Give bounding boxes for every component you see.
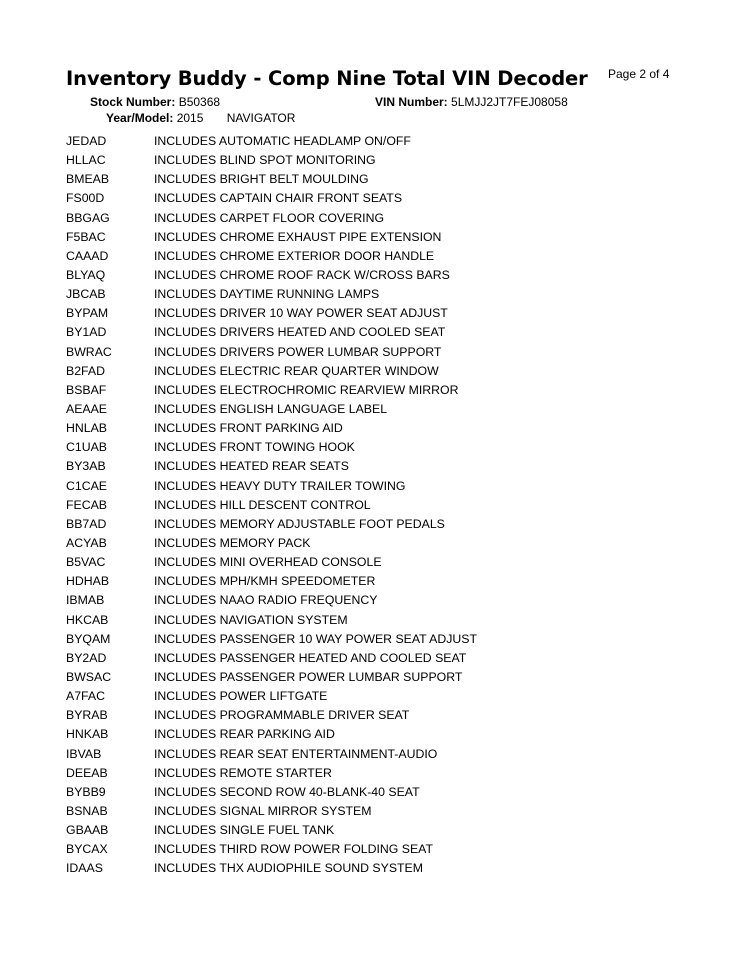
option-description: INCLUDES BLIND SPOT MONITORING (154, 153, 376, 168)
option-row (66, 725, 706, 744)
option-description: INCLUDES THIRD ROW POWER FOLDING SEAT (154, 842, 433, 857)
option-code: BY1AD (66, 325, 107, 340)
option-description: INCLUDES PASSENGER HEATED AND COOLED SEAT (154, 650, 467, 665)
option-description: INCLUDES CARPET FLOOR COVERING (154, 210, 385, 225)
option-description: INCLUDES DAYTIME RUNNING LAMPS (154, 287, 380, 302)
option-code: JBCAB (66, 287, 106, 302)
option-description: INCLUDES ENGLISH LANGUAGE LABEL (154, 401, 388, 416)
option-code: BBGAG (66, 210, 110, 225)
option-code: IDAAS (66, 861, 103, 876)
option-description: INCLUDES PROGRAMMABLE DRIVER SEAT (154, 708, 410, 723)
option-code: BYRAB (66, 708, 108, 723)
option-row (66, 764, 706, 783)
option-row (66, 859, 706, 878)
option-code: BWRAC (66, 344, 112, 359)
option-code: IBVAB (66, 746, 102, 761)
option-description: INCLUDES NAVIGATION SYSTEM (154, 612, 348, 627)
stock-number-value: B50368 (178, 95, 221, 109)
option-code: B5VAC (66, 555, 106, 570)
option-description: INCLUDES HEATED REAR SEATS (154, 459, 349, 474)
option-description: INCLUDES CHROME EXTERIOR DOOR HANDLE (154, 248, 435, 263)
option-code: BB7AD (66, 516, 107, 531)
option-row (66, 343, 706, 362)
option-description: INCLUDES CAPTAIN CHAIR FRONT SEATS (154, 191, 403, 206)
option-code: BYQAM (66, 631, 111, 646)
option-code: BYBB9 (66, 784, 106, 799)
option-code: AEAAE (66, 401, 108, 416)
option-description: INCLUDES CHROME ROOF RACK W/CROSS BARS (154, 267, 450, 282)
option-row (66, 649, 706, 668)
option-code: BY3AB (66, 459, 106, 474)
option-row (66, 400, 706, 419)
option-row (66, 247, 706, 266)
option-code: A7FAC (66, 689, 105, 704)
option-row (66, 687, 706, 706)
option-description: INCLUDES REAR PARKING AID (154, 727, 335, 742)
year-model-field (106, 111, 295, 125)
option-row (66, 362, 706, 381)
option-code: BSBAF (66, 382, 107, 397)
option-row (66, 783, 706, 802)
option-row (66, 591, 706, 610)
option-description: INCLUDES SIGNAL MIRROR SYSTEM (154, 803, 372, 818)
option-description: INCLUDES POWER LIFTGATE (154, 689, 328, 704)
option-code: HDHAB (66, 574, 110, 589)
option-row (66, 151, 706, 170)
option-code: BYPAM (66, 306, 109, 321)
stock-number-label: Stock Number: (90, 95, 176, 109)
option-row (66, 209, 706, 228)
option-row (66, 496, 706, 515)
option-description: INCLUDES MEMORY ADJUSTABLE FOOT PEDALS (154, 516, 445, 531)
option-code: HKCAB (66, 612, 109, 627)
model-value: NAVIGATOR (226, 111, 296, 125)
vin-number-field (375, 95, 568, 109)
vin-number-label: VIN Number: (375, 95, 448, 109)
options-list (66, 132, 706, 878)
option-row (66, 534, 706, 553)
option-row (66, 228, 706, 247)
option-description: INCLUDES PASSENGER POWER LUMBAR SUPPORT (154, 669, 463, 684)
option-description: INCLUDES SINGLE FUEL TANK (154, 823, 335, 838)
option-code: C1CAE (66, 478, 108, 493)
option-description: INCLUDES SECOND ROW 40-BLANK-40 SEAT (154, 784, 420, 799)
option-description: INCLUDES FRONT PARKING AID (154, 421, 343, 436)
option-code: CAAAD (66, 248, 109, 263)
year-value: 2015 (176, 111, 204, 125)
option-description: INCLUDES DRIVER 10 WAY POWER SEAT ADJUST (154, 306, 448, 321)
option-row (66, 553, 706, 572)
option-row (66, 285, 706, 304)
option-row (66, 630, 706, 649)
option-description: INCLUDES DRIVERS HEATED AND COOLED SEAT (154, 325, 446, 340)
option-code: HNKAB (66, 727, 109, 742)
option-row (66, 515, 706, 534)
option-description: INCLUDES MINI OVERHEAD CONSOLE (154, 555, 382, 570)
option-row (66, 457, 706, 476)
year-model-label: Year/Model: (106, 111, 174, 125)
option-row (66, 189, 706, 208)
option-description: INCLUDES ELECTROCHROMIC REARVIEW MIRROR (154, 382, 459, 397)
option-row (66, 323, 706, 342)
option-row (66, 745, 706, 764)
option-code: BMEAB (66, 172, 110, 187)
option-code: C1UAB (66, 440, 108, 455)
option-description: INCLUDES BRIGHT BELT MOULDING (154, 172, 369, 187)
option-code: FS00D (66, 191, 105, 206)
option-description: INCLUDES THX AUDIOPHILE SOUND SYSTEM (154, 861, 423, 876)
option-code: JEDAD (66, 134, 107, 148)
option-code: ACYAB (66, 535, 107, 550)
page-number: Page 2 of 4 (608, 67, 670, 81)
option-description: INCLUDES AUTOMATIC HEADLAMP ON/OFF (154, 134, 411, 148)
option-code: GBAAB (66, 823, 109, 838)
option-description: INCLUDES REAR SEAT ENTERTAINMENT-AUDIO (154, 746, 438, 761)
option-row (66, 611, 706, 630)
option-row (66, 802, 706, 821)
option-row (66, 840, 706, 859)
option-description: INCLUDES MEMORY PACK (154, 535, 311, 550)
option-row (66, 668, 706, 687)
option-code: FECAB (66, 497, 107, 512)
option-description: INCLUDES HEAVY DUTY TRAILER TOWING (154, 478, 406, 493)
option-description: INCLUDES FRONT TOWING HOOK (154, 440, 355, 455)
option-description: INCLUDES MPH/KMH SPEEDOMETER (154, 574, 376, 589)
option-code: F5BAC (66, 229, 106, 244)
option-description: INCLUDES HILL DESCENT CONTROL (154, 497, 371, 512)
option-description: INCLUDES PASSENGER 10 WAY POWER SEAT ADJUST (154, 631, 477, 646)
option-code: DEEAB (66, 765, 108, 780)
option-row (66, 170, 706, 189)
option-code: BY2AD (66, 650, 107, 665)
option-row (66, 381, 706, 400)
option-code: BLYAQ (66, 267, 106, 282)
option-row (66, 266, 706, 285)
option-code: BWSAC (66, 669, 112, 684)
option-row (66, 304, 706, 323)
option-description: INCLUDES NAAO RADIO FREQUENCY (154, 593, 378, 608)
vin-number-value: 5LMJJ2JT7FEJ08058 (451, 95, 568, 109)
option-code: B2FAD (66, 363, 105, 378)
option-description: INCLUDES ELECTRIC REAR QUARTER WINDOW (154, 363, 439, 378)
document-title: Inventory Buddy - Comp Nine Total VIN Decoder (66, 67, 588, 90)
option-code: HLLAC (66, 153, 106, 168)
option-row (66, 706, 706, 725)
option-row (66, 438, 706, 457)
option-row (66, 572, 706, 591)
option-row (66, 477, 706, 496)
option-code: IBMAB (66, 593, 105, 608)
option-description: INCLUDES CHROME EXHAUST PIPE EXTENSION (154, 229, 442, 244)
option-code: BYCAX (66, 842, 108, 857)
stock-number-field (90, 95, 220, 109)
option-code: BSNAB (66, 803, 108, 818)
option-row (66, 132, 706, 151)
option-row (66, 821, 706, 840)
option-description: INCLUDES REMOTE STARTER (154, 765, 332, 780)
option-description: INCLUDES DRIVERS POWER LUMBAR SUPPORT (154, 344, 442, 359)
option-code: HNLAB (66, 421, 108, 436)
option-row (66, 419, 706, 438)
